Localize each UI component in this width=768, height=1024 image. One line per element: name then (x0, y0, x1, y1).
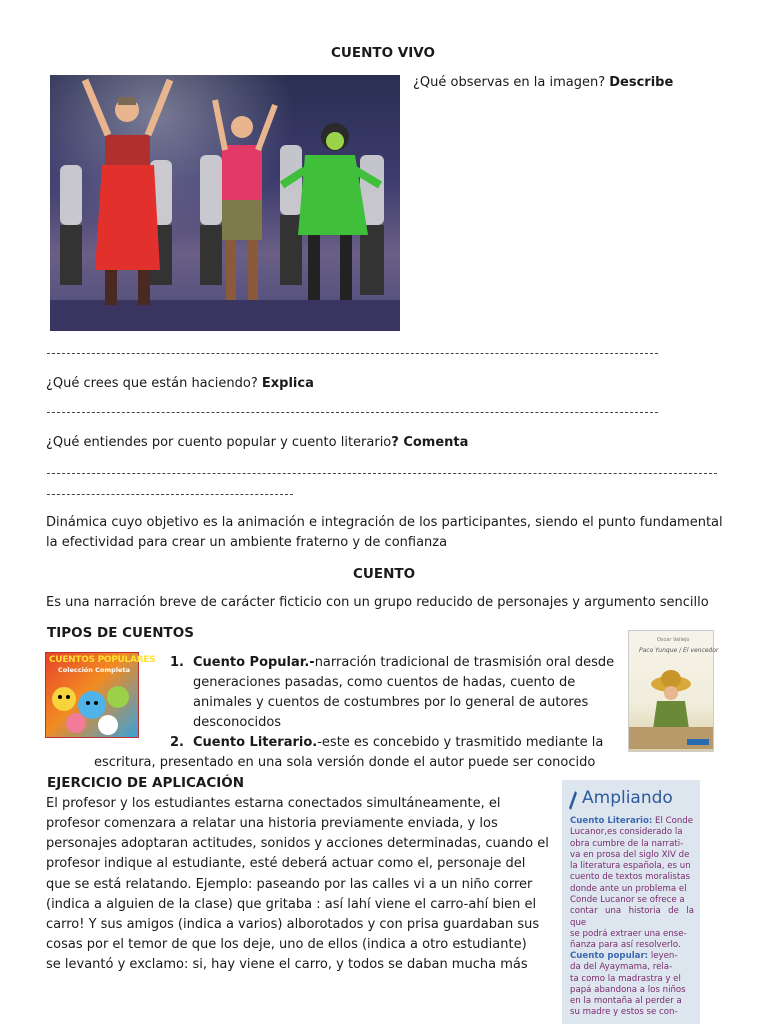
sidebar-literario-label: Cuento Literario: (570, 816, 653, 826)
ejercicio-line: cosas por el temor de que los deje, uno de ellos (indica a otro estudiante) (46, 937, 527, 952)
answer-line-4 (47, 494, 293, 495)
dynamic-line-2: la efectividad para crear un ambiente fraterno y de confianza (46, 535, 448, 550)
tipos-heading: TIPOS DE CUENTOS (47, 625, 194, 641)
question-understand-text: ¿Qué entiendes por cuento popular y cuento literario (46, 435, 392, 450)
dynamic-line-1: Dinámica cuyo objetivo es la animación e integración de los participantes, siendo el punto fundamental (46, 515, 723, 530)
sidebar-literario-line: Conde Lucanor se ofrece a (570, 895, 685, 906)
sidebar-literario-line: va en prosa del siglo XIV de (570, 849, 690, 860)
list-item-1-line-4: desconocidos (193, 715, 282, 730)
list-item-1-text-1: narración tradicional de trasmisión oral desde (314, 655, 615, 670)
sidebar-literario-line: ñanza para así resolverlo. (570, 940, 681, 951)
question-observe (413, 75, 673, 90)
list-item-2-text-1: -este es concebido y trasmitido mediante la (317, 735, 604, 750)
paco-yunque-book-cover (628, 630, 719, 752)
ejercicio-line: El profesor y los estudiantes estarna conectados simultáneamente, el (46, 796, 501, 811)
question-doing-text: ¿Qué crees que están haciendo? (46, 376, 262, 391)
pen-icon (567, 790, 579, 812)
question-observe-text: ¿Qué observas en la imagen? (413, 75, 610, 90)
sidebar-popular-line: da del Ayaymama, rela- (570, 962, 673, 973)
sidebar-literario-line: se podrá extraer una ense- (570, 928, 687, 939)
cuento-heading: CUENTO (353, 566, 416, 582)
sidebar-literario-line: obra cumbre de la narrati- (570, 838, 684, 849)
sidebar-popular (570, 951, 694, 1019)
ejercicio-line: carro! Y sus amigos (indica a varios) alborotados y con prisa guardaban sus (46, 917, 540, 932)
book1-subtitle: Colección Completa (58, 666, 130, 674)
ampliando-sidebar (562, 780, 700, 1024)
stage-photo (50, 75, 400, 331)
sidebar-popular-line: su madre y estos se con- (570, 1007, 678, 1018)
cuentos-populares-book-cover (45, 652, 156, 738)
list-item-2-term: Cuento Literario. (193, 735, 318, 750)
cuento-definition: Es una narración breve de carácter ficticio con un grupo reducido de personajes y argumento sencillo (46, 595, 709, 610)
page-title: CUENTO VIVO (331, 45, 435, 61)
ejercicio-line: profesor indique al estudiante, esté deberá actuar como el, personaje del (46, 856, 526, 871)
sidebar-literario-line: cuento de textos moralistas (570, 872, 690, 883)
cartoon-characters-illustration (46, 677, 138, 737)
answer-line-3 (47, 473, 717, 474)
list-item-1-line-3: animales y cuentos de costumbres por lo general de autores (193, 695, 589, 710)
question-understand-prompt: ? Comenta (391, 435, 469, 450)
list-item-2-line-1 (170, 735, 603, 750)
question-doing (46, 376, 314, 391)
ejercicio-line: se levantó y exclamo: si, hay viene el carro, y todos se daban mucha más (46, 957, 528, 972)
book2-title: Paco Yunque / El vencedor (639, 647, 719, 654)
sidebar-literario (570, 816, 694, 952)
sidebar-popular-line: ta como la madrastra y el (570, 973, 681, 984)
question-observe-prompt: Describe (609, 75, 674, 90)
book1-title: CUENTOS POPULARES (49, 655, 156, 665)
sidebar-literario-line: Lucanor,es considerado la (570, 827, 683, 838)
sidebar-literario-line: donde ante un problema el (570, 883, 687, 894)
stage-performers-illustration (50, 75, 400, 331)
sidebar-popular-label: Cuento popular: (570, 951, 649, 961)
sidebar-popular-line: papá abandona a los niños (570, 984, 686, 995)
ejercicio-line: profesor comenzara a relatar una historia previamente enviada, y los (46, 816, 498, 831)
child-with-hat-illustration (629, 659, 713, 749)
book2-author: Oscar Vallejo (657, 637, 690, 643)
ejercicio-line: personajes adoptaran actitudes, sonidos y acciones determinadas, cuando el (46, 836, 549, 851)
sidebar-literario-line: la literatura española, es un (570, 861, 691, 872)
sidebar-title: Ampliando (582, 788, 673, 808)
list-item-2-number: 2. (170, 735, 184, 750)
sidebar-popular-line: leyen- (648, 951, 678, 961)
list-item-1-line-2: generaciones pasadas, como cuentos de hadas, cuento de (193, 675, 576, 690)
sidebar-popular-line: en la montaña al perder a (570, 996, 682, 1007)
list-item-1-line-1 (170, 655, 614, 670)
question-doing-prompt: Explica (261, 376, 314, 391)
list-item-1-number: 1. (170, 655, 184, 670)
answer-line-1 (47, 353, 658, 354)
list-item-1-term: Cuento Popular.- (193, 655, 315, 670)
question-understand (46, 435, 468, 450)
ejercicio-line: que se está relatando. Ejemplo: paseando por las calles vi a un niño correr (46, 877, 533, 892)
sidebar-literario-line: El Conde (652, 816, 694, 826)
sidebar-literario-line: contar una historia de la que (570, 906, 694, 928)
ejercicio-heading: EJERCICIO DE APLICACIÓN (47, 775, 245, 791)
ejercicio-line: (indica a alguien de la clase) que gritaba : así lahí viene el carro-ahí bien el (46, 897, 537, 912)
list-item-2-line-2: escritura, presentado en una sola versión donde el autor puede ser conocido (94, 755, 596, 770)
answer-line-2 (47, 412, 658, 413)
